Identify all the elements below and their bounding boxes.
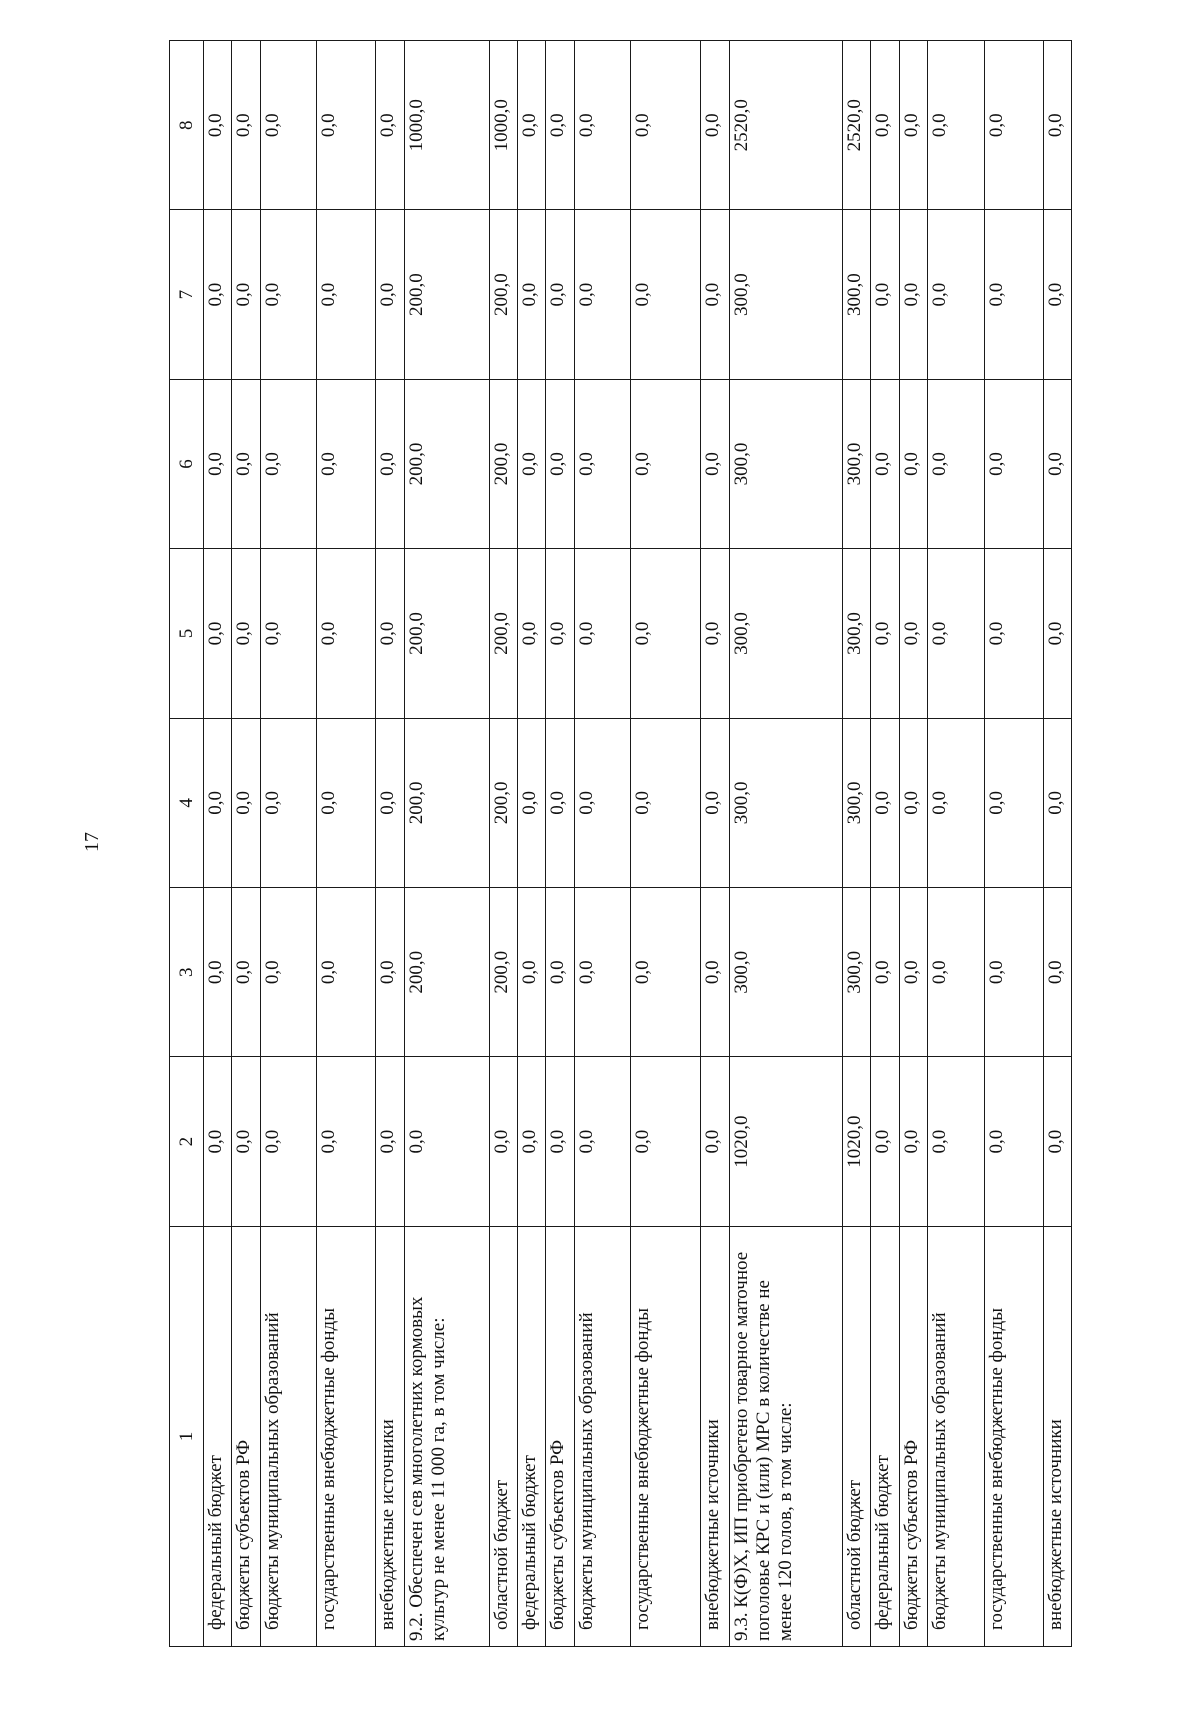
row-value: 300,0 (729, 888, 842, 1057)
row-value: 0,0 (1043, 549, 1071, 718)
table-row (204, 41, 232, 1647)
row-label: бюджеты субъектов РФ (546, 1226, 574, 1646)
row-value: 0,0 (871, 41, 899, 210)
row-value: 0,0 (404, 1057, 489, 1226)
row-value: 0,0 (899, 41, 927, 210)
row-value: 0,0 (204, 718, 232, 887)
table-row (404, 41, 489, 1647)
row-value: 0,0 (317, 718, 376, 887)
row-value: 0,0 (204, 549, 232, 718)
row-value: 0,0 (574, 210, 631, 379)
row-value: 0,0 (546, 888, 574, 1057)
row-value: 0,0 (232, 549, 260, 718)
row-value: 0,0 (232, 888, 260, 1057)
row-value: 0,0 (376, 210, 404, 379)
row-value: 0,0 (631, 1057, 701, 1226)
row-value: 0,0 (871, 549, 899, 718)
row-label: федеральный бюджет (518, 1226, 546, 1646)
row-value: 0,0 (1043, 210, 1071, 379)
row-value: 2520,0 (729, 41, 842, 210)
row-value: 0,0 (871, 718, 899, 887)
row-value: 0,0 (927, 379, 984, 548)
row-value: 0,0 (899, 379, 927, 548)
row-value: 0,0 (232, 210, 260, 379)
row-value: 0,0 (871, 888, 899, 1057)
table-row (317, 41, 376, 1647)
row-value: 0,0 (899, 549, 927, 718)
budget-table (169, 40, 1072, 1647)
page-number: 17 (81, 832, 103, 852)
table-row (1043, 41, 1071, 1647)
row-value: 0,0 (260, 379, 317, 548)
row-value: 0,0 (1043, 379, 1071, 548)
row-label: бюджеты муниципальных образований (574, 1226, 631, 1646)
row-value: 300,0 (842, 379, 870, 548)
row-value: 200,0 (489, 210, 517, 379)
row-value: 0,0 (232, 379, 260, 548)
row-value: 1020,0 (842, 1057, 870, 1226)
row-value: 0,0 (317, 41, 376, 210)
row-value: 0,0 (518, 379, 546, 548)
row-value: 0,0 (260, 1057, 317, 1226)
table-row (376, 41, 404, 1647)
header-cell-8: 8 (170, 41, 204, 210)
row-value: 2520,0 (842, 41, 870, 210)
row-value: 0,0 (317, 888, 376, 1057)
row-value: 0,0 (574, 888, 631, 1057)
row-value: 0,0 (984, 1057, 1043, 1226)
table-row (232, 41, 260, 1647)
row-value: 0,0 (317, 549, 376, 718)
table-row (927, 41, 984, 1647)
table-row (546, 41, 574, 1647)
table-row (260, 41, 317, 1647)
row-value: 0,0 (546, 549, 574, 718)
row-value: 0,0 (546, 41, 574, 210)
table-row (729, 41, 842, 1647)
row-value: 1000,0 (404, 41, 489, 210)
row-value: 0,0 (574, 718, 631, 887)
row-value: 200,0 (404, 888, 489, 1057)
row-value: 0,0 (701, 41, 729, 210)
row-value: 0,0 (574, 379, 631, 548)
row-value: 0,0 (871, 379, 899, 548)
row-value: 0,0 (376, 549, 404, 718)
row-value: 0,0 (574, 1057, 631, 1226)
row-value: 0,0 (376, 41, 404, 210)
header-row (170, 41, 204, 1647)
row-value: 200,0 (489, 718, 517, 887)
row-value: 0,0 (574, 41, 631, 210)
row-label: государственные внебюджетные фонды (984, 1226, 1043, 1646)
row-value: 0,0 (317, 379, 376, 548)
table-row (871, 41, 899, 1647)
header-cell-4: 4 (170, 718, 204, 887)
row-value: 200,0 (489, 549, 517, 718)
row-value: 0,0 (260, 41, 317, 210)
row-value: 300,0 (729, 718, 842, 887)
row-value: 0,0 (871, 1057, 899, 1226)
row-value: 0,0 (204, 1057, 232, 1226)
row-value: 0,0 (927, 210, 984, 379)
row-value: 0,0 (518, 718, 546, 887)
row-value: 0,0 (927, 1057, 984, 1226)
row-value: 0,0 (204, 41, 232, 210)
table-row (631, 41, 701, 1647)
row-value: 200,0 (404, 718, 489, 887)
table-row (842, 41, 870, 1647)
row-value: 0,0 (317, 1057, 376, 1226)
row-value: 0,0 (984, 210, 1043, 379)
row-value: 0,0 (701, 549, 729, 718)
row-value: 0,0 (701, 888, 729, 1057)
row-value: 300,0 (842, 210, 870, 379)
row-value: 0,0 (260, 888, 317, 1057)
row-value: 0,0 (232, 1057, 260, 1226)
row-value: 0,0 (518, 1057, 546, 1226)
row-value: 0,0 (518, 210, 546, 379)
row-value: 0,0 (260, 718, 317, 887)
row-value: 0,0 (518, 888, 546, 1057)
header-cell-2: 2 (170, 1057, 204, 1226)
row-value: 0,0 (1043, 888, 1071, 1057)
table-row (701, 41, 729, 1647)
row-label: 9.3. К(Ф)Х, ИП приобретено товарное маточное поголовье КРС и (или) МРС в количестве не менее 120 голов, в том числе: (729, 1226, 842, 1646)
rotated-table-container (169, 40, 1072, 1647)
row-value: 300,0 (842, 549, 870, 718)
row-label: 9.2. Обеспечен сев многолетних кормовых культур не менее 11 000 га, в том числе: (404, 1226, 489, 1646)
row-label: федеральный бюджет (204, 1226, 232, 1646)
row-value: 0,0 (701, 1057, 729, 1226)
row-value: 0,0 (260, 549, 317, 718)
row-value: 200,0 (404, 210, 489, 379)
table-row (899, 41, 927, 1647)
table-row (489, 41, 517, 1647)
row-value: 0,0 (899, 888, 927, 1057)
row-value: 0,0 (376, 1057, 404, 1226)
row-value: 0,0 (376, 718, 404, 887)
row-label: внебюджетные источники (701, 1226, 729, 1646)
row-value: 0,0 (546, 718, 574, 887)
row-value: 0,0 (984, 549, 1043, 718)
row-value: 0,0 (204, 888, 232, 1057)
row-value: 0,0 (1043, 718, 1071, 887)
row-value: 0,0 (204, 210, 232, 379)
header-cell-3: 3 (170, 888, 204, 1057)
row-value: 0,0 (631, 379, 701, 548)
row-value: 0,0 (546, 1057, 574, 1226)
row-value: 0,0 (232, 718, 260, 887)
row-label: областной бюджет (489, 1226, 517, 1646)
row-value: 300,0 (842, 718, 870, 887)
row-value: 300,0 (842, 888, 870, 1057)
row-label: внебюджетные источники (376, 1226, 404, 1646)
row-label: федеральный бюджет (871, 1226, 899, 1646)
row-value: 200,0 (404, 379, 489, 548)
header-cell-6: 6 (170, 379, 204, 548)
row-value: 300,0 (729, 379, 842, 548)
row-value: 0,0 (631, 888, 701, 1057)
row-value: 0,0 (1043, 1057, 1071, 1226)
row-value: 0,0 (376, 888, 404, 1057)
header-cell-7: 7 (170, 210, 204, 379)
row-value: 0,0 (927, 549, 984, 718)
row-value: 0,0 (984, 379, 1043, 548)
row-value: 0,0 (317, 210, 376, 379)
row-value: 0,0 (232, 41, 260, 210)
row-value: 0,0 (631, 718, 701, 887)
row-value: 200,0 (489, 379, 517, 548)
row-label: государственные внебюджетные фонды (317, 1226, 376, 1646)
row-value: 300,0 (729, 210, 842, 379)
row-label: бюджеты муниципальных образований (260, 1226, 317, 1646)
row-value: 300,0 (729, 549, 842, 718)
table-row (984, 41, 1043, 1647)
row-value: 0,0 (574, 549, 631, 718)
row-value: 0,0 (376, 379, 404, 548)
row-label: бюджеты субъектов РФ (899, 1226, 927, 1646)
header-cell-1: 1 (170, 1226, 204, 1646)
row-value: 0,0 (927, 718, 984, 887)
header-cell-5: 5 (170, 549, 204, 718)
row-value: 0,0 (546, 210, 574, 379)
row-value: 0,0 (631, 549, 701, 718)
row-label: бюджеты субъектов РФ (232, 1226, 260, 1646)
row-value: 0,0 (899, 718, 927, 887)
row-value: 0,0 (871, 210, 899, 379)
row-value: 0,0 (984, 888, 1043, 1057)
row-value: 1000,0 (489, 41, 517, 210)
row-value: 0,0 (260, 210, 317, 379)
table-row (574, 41, 631, 1647)
row-value: 0,0 (984, 718, 1043, 887)
row-value: 1020,0 (729, 1057, 842, 1226)
row-value: 0,0 (631, 210, 701, 379)
table-row (518, 41, 546, 1647)
row-value: 0,0 (927, 888, 984, 1057)
row-value: 200,0 (489, 888, 517, 1057)
row-value: 0,0 (631, 41, 701, 210)
row-label: областной бюджет (842, 1226, 870, 1646)
row-value: 0,0 (546, 379, 574, 548)
row-value: 0,0 (518, 549, 546, 718)
row-value: 0,0 (518, 41, 546, 210)
row-value: 0,0 (204, 379, 232, 548)
row-value: 0,0 (1043, 41, 1071, 210)
row-label: государственные внебюджетные фонды (631, 1226, 701, 1646)
row-value: 200,0 (404, 549, 489, 718)
row-value: 0,0 (701, 210, 729, 379)
row-value: 0,0 (984, 41, 1043, 210)
row-label: бюджеты муниципальных образований (927, 1226, 984, 1646)
row-value: 0,0 (489, 1057, 517, 1226)
row-value: 0,0 (899, 210, 927, 379)
row-value: 0,0 (701, 718, 729, 887)
row-label: внебюджетные источники (1043, 1226, 1071, 1646)
row-value: 0,0 (899, 1057, 927, 1226)
row-value: 0,0 (701, 379, 729, 548)
row-value: 0,0 (927, 41, 984, 210)
